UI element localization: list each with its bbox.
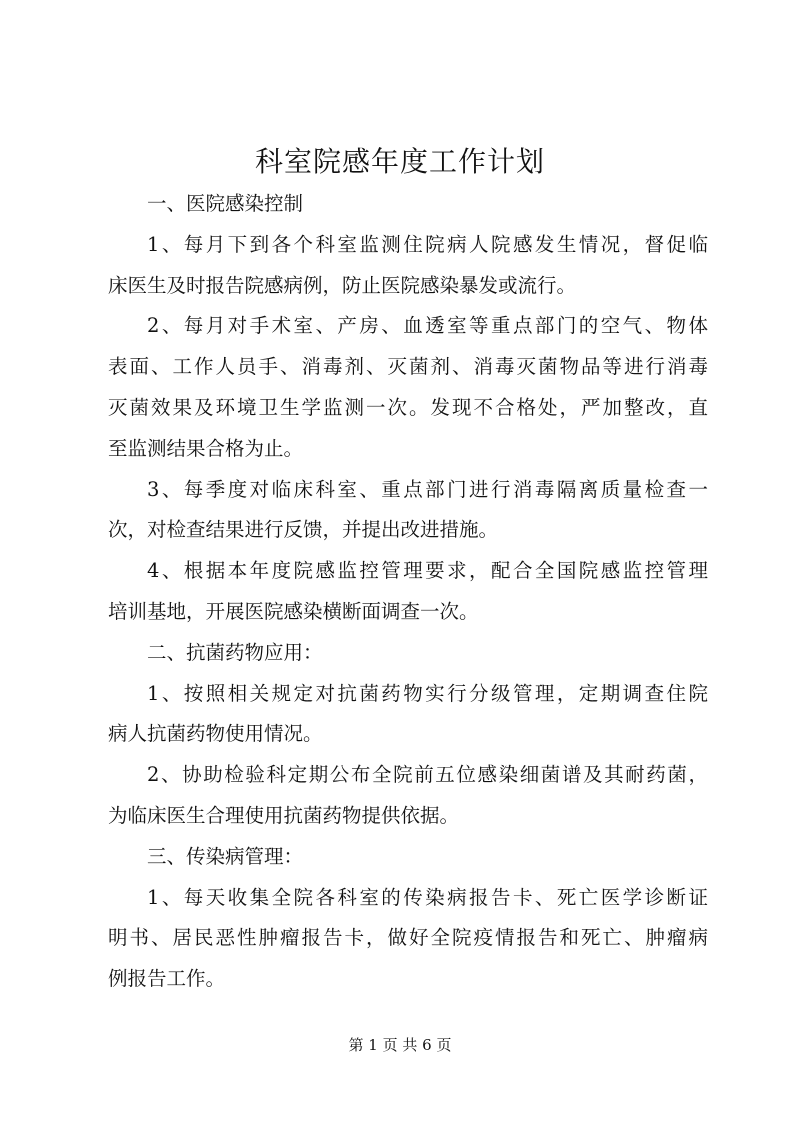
paragraph-line: 例报告工作。 (108, 967, 226, 991)
paragraph-line: 2、每月对手术室、产房、血透室等重点部门的空气、物体 (147, 314, 708, 338)
document-body (108, 184, 708, 1000)
paragraph-line: 次，对检查结果进行反馈，并提出改进措施。 (108, 518, 499, 542)
paragraph-line: 为临床医生合理使用抗菌药物提供依据。 (108, 803, 460, 827)
paragraph-line: 床医生及时报告院感病例，防止医院感染暴发或流行。 (108, 273, 577, 297)
document-title: 科室院感年度工作计划 (254, 145, 545, 178)
paragraph-line: 至监测结果合格为止。 (108, 436, 304, 460)
paragraph-line: 表面、工作人员手、消毒剂、灭菌剂、消毒灭菌物品等进行消毒 (108, 355, 708, 379)
section-heading-antibiotics: 二、抗菌药物应用： (147, 640, 323, 664)
paragraph-line: 1、每月下到各个科室监测住院病人院感发生情况，督促临 (147, 232, 708, 256)
page-number-footer: 第 1 页 共 6 页 (348, 1036, 452, 1054)
paragraph-line: 2、协助检验科定期公布全院前五位感染细菌谱及其耐药菌， (147, 763, 708, 787)
paragraph-line: 3、每季度对临床科室、重点部门进行消毒隔离质量检查一 (147, 477, 708, 501)
paragraph-line: 1、按照相关规定对抗菌药物实行分级管理，定期调查住院 (147, 681, 708, 705)
paragraph-line: 1、每天收集全院各科室的传染病报告卡、死亡医学诊断证 (147, 885, 708, 909)
paragraph-line: 病人抗菌药物使用情况。 (108, 722, 323, 746)
section-heading-infectious-disease: 三、传染病管理： (147, 844, 304, 868)
section-heading-infection-control: 一、医院感染控制 (147, 192, 304, 215)
paragraph-line: 灭菌效果及环境卫生学监测一次。发现不合格处，严加整改，直 (108, 395, 708, 419)
paragraph-line: 4、根据本年度院感监控管理要求，配合全国院感监控管理 (147, 559, 708, 583)
paragraph-line: 培训基地，开展医院感染横断面调查一次。 (108, 599, 479, 623)
paragraph-line: 明书、居民恶性肿瘤报告卡，做好全院疫情报告和死亡、肿瘤病 (108, 926, 708, 950)
